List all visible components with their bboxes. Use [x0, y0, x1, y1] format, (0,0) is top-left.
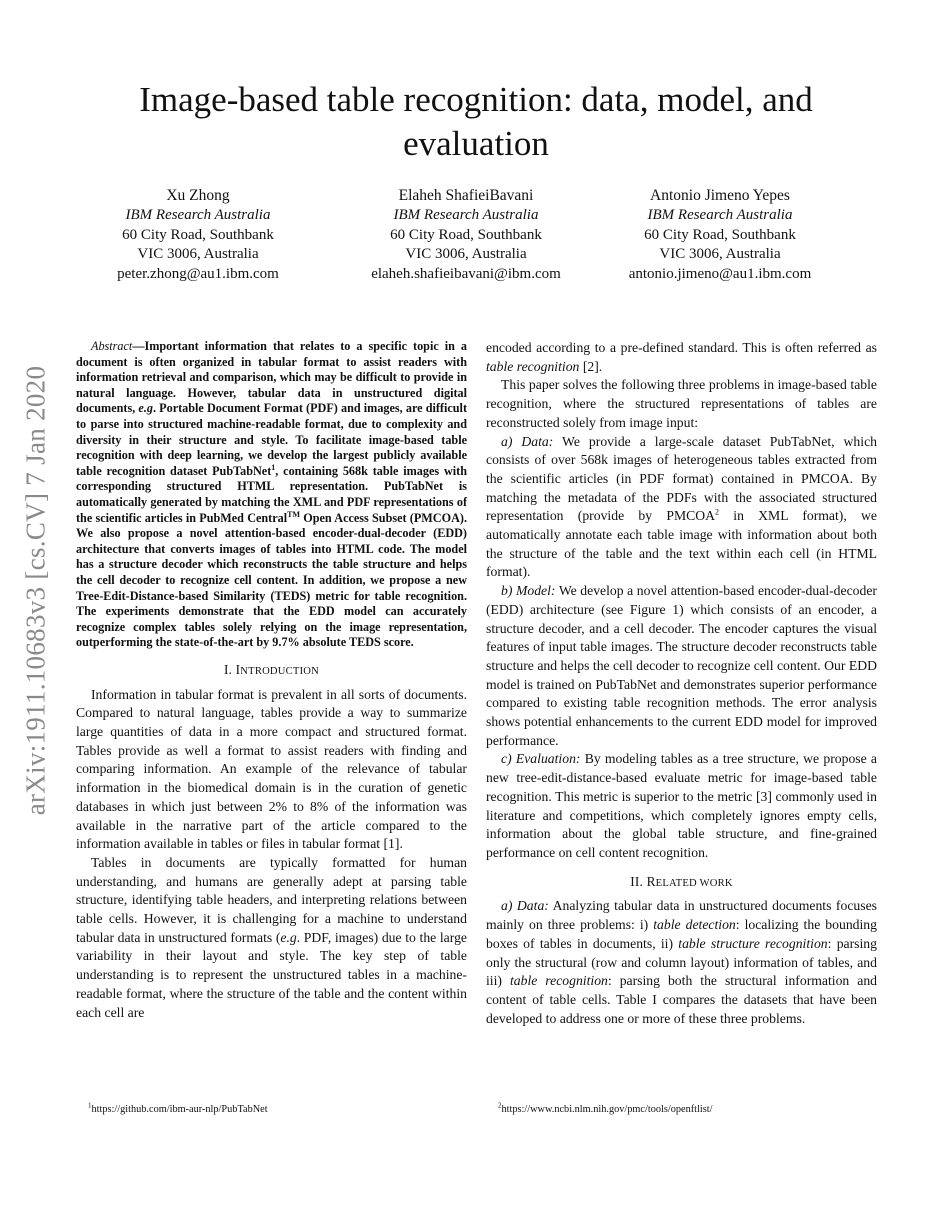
- trademark-mark: TM: [287, 509, 301, 519]
- section-heading-related-work: II. RELATED WORK: [630, 873, 733, 889]
- author-address-line: VIC 3006, Australia: [659, 246, 781, 262]
- author-affiliation: IBM Research Australia: [393, 207, 539, 223]
- author-email: antonio.jimeno@au1.ibm.com: [628, 265, 812, 282]
- footnote: $^2$https://www.ncbi.nlm.nih.gov/pmc/tools/openftlist/: [498, 1101, 713, 1115]
- author-card: [336, 186, 596, 284]
- paragraph-related-data: a) Data: Analyzing tabular data in unstructured documents focuses mainly on three problems: i) table detection: localizing the bounding boxes of tables in documents, ii) table structure recognition: parsing only the structural (row and column layout) information of tables, and iii) table recognition: parsing both the structural information and content of table cells. Table I compares the datasets that have been developed to address one or more of these three problems.: [486, 898, 878, 1026]
- right-column: [486, 339, 877, 1028]
- abstract-label: Abstract: [91, 339, 133, 353]
- abstract: Abstract—Important information that relates to a specific topic in a document is often organized in tabular format to assist readers with information retrieval and comparison, which may be difficult to provide in natural language. However, tabular data in unstructured digital documents, e.g. Portable Document Format (PDF) and images, are difficult to parse into structured machine-readable format, due to complexity and diversity in their structure and style. To facilitate image-based table recognition with deep learning, we develop the largest publicly available table recognition dataset PubTabNet$^1$, containing 568k table images with corresponding structured HTML representation. PubTabNet is automatically generated by matching the XML and PDF representations of the scientific articles in PubMed Central™ Open Access Subset (PMCOA). We also propose a novel attention-based encoder-dual-decoder (EDD) architecture that converts images of tables into HTML code. The model has a structure decoder which reconstructs the table structure and helps the cell decoder to recognize cell content. In addition, we propose a new Tree-Edit-Distance-based Similarity (TEDS) metric for table recognition. The experiments demonstrate that the EDD model can accurately recognize complex tables solely relying on the image representation, outperforming the state-of-the-art by 9.7% absolute TEDS score.: [76, 339, 468, 650]
- author-name: Elaheh ShafieiBavani: [398, 187, 534, 204]
- author-name: Xu Zhong: [166, 187, 230, 204]
- footnote-link[interactable]: https://github.com/ibm-aur-nlp/PubTabNet: [91, 1104, 268, 1115]
- footnote-ref: 2: [715, 507, 720, 517]
- paragraph: Tables in documents are typically formatted for human understanding, and humans are generally adept at parsing table structure, identifying table headers, and interpreting relations between table cells. However, it is challenging for a machine to understand tabular data in unstructured formats (e.g. PDF, images) due to the large variability in their layout and style. The key step of table understanding is to represent the unstructured tables in a machine-readable format, where the structure of the table and the content within each cell are: [76, 854, 467, 1020]
- author-email: peter.zhong@au1.ibm.com: [117, 265, 279, 282]
- arxiv-stamp: [20, 300, 52, 880]
- paragraph: encoded according to a pre-defined standard. This is often referred as table recognition [2].: [486, 340, 877, 374]
- paragraph: This paper solves the following three problems in image-based table recognition, where the structured representations of tables are reconstructed solely from image input:: [486, 377, 877, 430]
- author-card: [590, 186, 850, 284]
- author-affiliation: IBM Research Australia: [125, 207, 271, 223]
- paragraph-heading: a) Data:: [501, 898, 549, 914]
- paragraph-heading: b) Model:: [501, 583, 556, 599]
- author-address-line: 60 City Road, Southbank: [122, 226, 274, 243]
- footnote-ref: 1: [271, 462, 276, 472]
- author-address-line: 60 City Road, Southbank: [390, 226, 542, 243]
- author-email: elaheh.shafieibavani@ibm.com: [371, 265, 561, 282]
- footnote: $^1$https://github.com/ibm-aur-nlp/PubTabNet: [88, 1101, 268, 1115]
- author-name: Antonio Jimeno Yepes: [650, 187, 790, 204]
- paragraph-evaluation: c) Evaluation: By modeling tables as a tree structure, we propose a new tree-edit-distance-based evaluate metric for image-based table recognition. This metric is superior to the metric [3] commonly used in literature and competitions, which completely ignores empty cells, information about the global table structure, and fine-grained performance on cell content recognition.: [486, 751, 877, 860]
- author-address-line: 60 City Road, Southbank: [644, 226, 796, 243]
- author-affiliation: IBM Research Australia: [647, 207, 793, 223]
- arxiv-stamp-text: arXiv:1911.10683v3 [cs.CV] 7 Jan 2020: [20, 365, 51, 815]
- paragraph-heading: a) Data:: [501, 433, 554, 449]
- author-card: [68, 186, 328, 284]
- left-column: [76, 339, 467, 1022]
- paragraph: Information in tabular format is prevalent in all sorts of documents. Compared to natural language, tables provide a way to summarize large quantities of data in a more compact and structured format. Tables provide as well a format to assist readers with finding and comparing information. An example of the relevance of tabular information in the biomedical domain is in the curation of genetic databases in which just between 2% to 8% of the information was available in the narrative part of the article compared to the information available in tables or files in tabular format [1].: [76, 686, 467, 852]
- author-address-line: VIC 3006, Australia: [405, 246, 527, 262]
- paragraph-data: a) Data: We provide a large-scale dataset PubTabNet, which consists of over 568k images of heterogeneous tables extracted from the scientific articles (in PDF format) contained in PMCOA. By matching the metadata of the PDFs with the associated structured representation (provide by PMCOA$^2$ in XML format), we automatically annotate each table image with information about both the structure of the table and the text within each cell (in HTML format).: [486, 433, 877, 580]
- paper-title: Image-based table recognition: data, model, and evaluation: [139, 80, 813, 163]
- author-address-line: VIC 3006, Australia: [137, 246, 259, 262]
- section-heading-introduction: I. INTRODUCTION: [223, 661, 320, 677]
- footnote-link[interactable]: https://www.ncbi.nlm.nih.gov/pmc/tools/openftlist/: [501, 1104, 713, 1115]
- paragraph-heading: c) Evaluation:: [501, 751, 581, 767]
- paragraph-model: b) Model: We develop a novel attention-based encoder-dual-decoder (EDD) architecture (see Figure 1) which consists of an encoder, a structure decoder, and a cell decoder. The encoder captures the visual features of input table images. The structure decoder reconstructs table structure and helps the cell decoder to recognize cell content. Our EDD model is trained on PubTabNet and demonstrates superior performance compared to existing table recognition methods. The error analysis shows potential enhancements to the current EDD model for improved performance.: [486, 583, 877, 748]
